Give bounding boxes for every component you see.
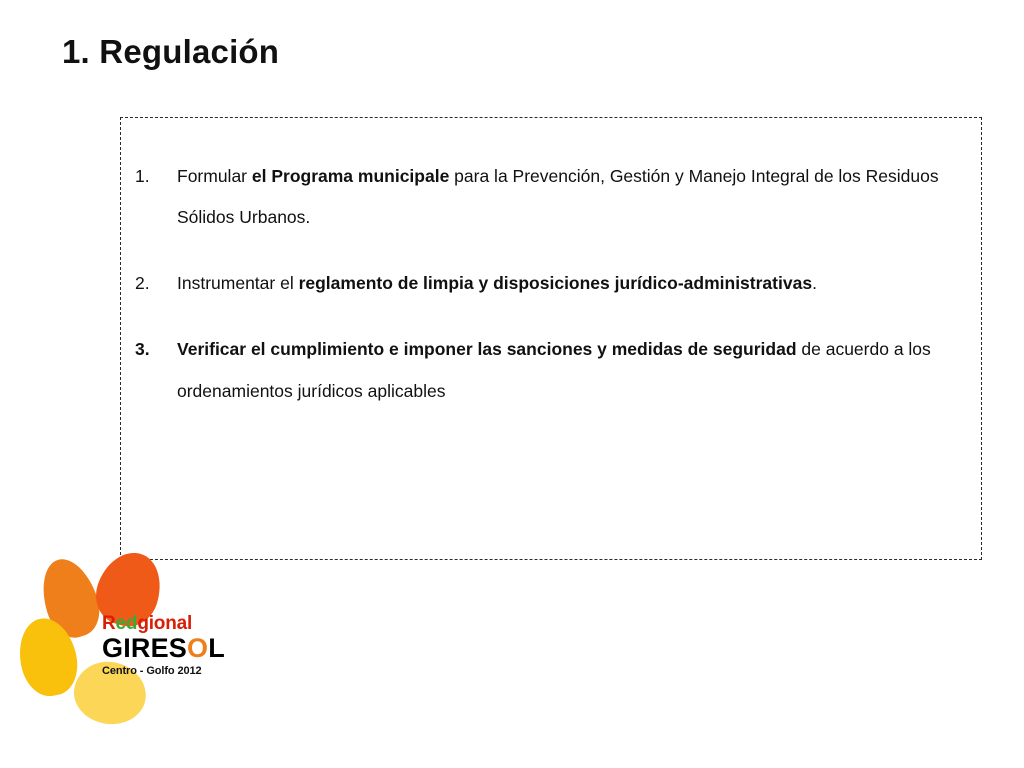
text-run: de acuerdo a los ordenamientos jurídicos aplicables bbox=[177, 339, 931, 401]
logo-ed: ed bbox=[115, 613, 138, 634]
logo-giresol-text bbox=[102, 632, 242, 663]
logo-gires: GIRES bbox=[102, 632, 188, 663]
logo-l: L bbox=[208, 632, 225, 663]
logo-o-dot: O bbox=[187, 632, 209, 663]
logo-subtitle: Centro - Golfo 2012 bbox=[102, 664, 202, 677]
logo-r: R bbox=[102, 613, 116, 634]
text-run: Instrumentar el bbox=[177, 273, 299, 294]
text-run: . bbox=[812, 273, 817, 294]
text-run: Formular bbox=[177, 166, 252, 186]
list-item bbox=[135, 156, 963, 238]
list-item-number: 3. bbox=[135, 339, 150, 360]
content-box bbox=[120, 117, 982, 560]
list-item-text bbox=[177, 329, 963, 411]
text-run: para la Prevención, Gestión y Manejo Integral de los Residuos Sólidos Urbanos. bbox=[177, 166, 939, 228]
list-item-text bbox=[177, 156, 963, 238]
list-item bbox=[135, 263, 963, 304]
list-item-number: 1. bbox=[135, 166, 150, 186]
logo-regional-text bbox=[102, 614, 242, 634]
giresol-logo bbox=[14, 552, 244, 737]
page-title: 1. Regulación bbox=[62, 33, 280, 70]
logo-wordmark bbox=[102, 614, 242, 677]
list-item bbox=[135, 329, 963, 411]
text-run-bold: Verificar el cumplimiento e imponer las sanciones y medidas de seguridad bbox=[177, 339, 797, 360]
numbered-list bbox=[135, 156, 963, 412]
text-run-bold: reglamento de limpia y disposiciones jurídico-administrativas bbox=[298, 273, 813, 294]
list-item-number: 2. bbox=[135, 273, 150, 294]
list-item-text bbox=[177, 263, 963, 304]
text-run-bold: el Programa municipale bbox=[251, 166, 450, 186]
logo-gional: gional bbox=[137, 613, 193, 634]
